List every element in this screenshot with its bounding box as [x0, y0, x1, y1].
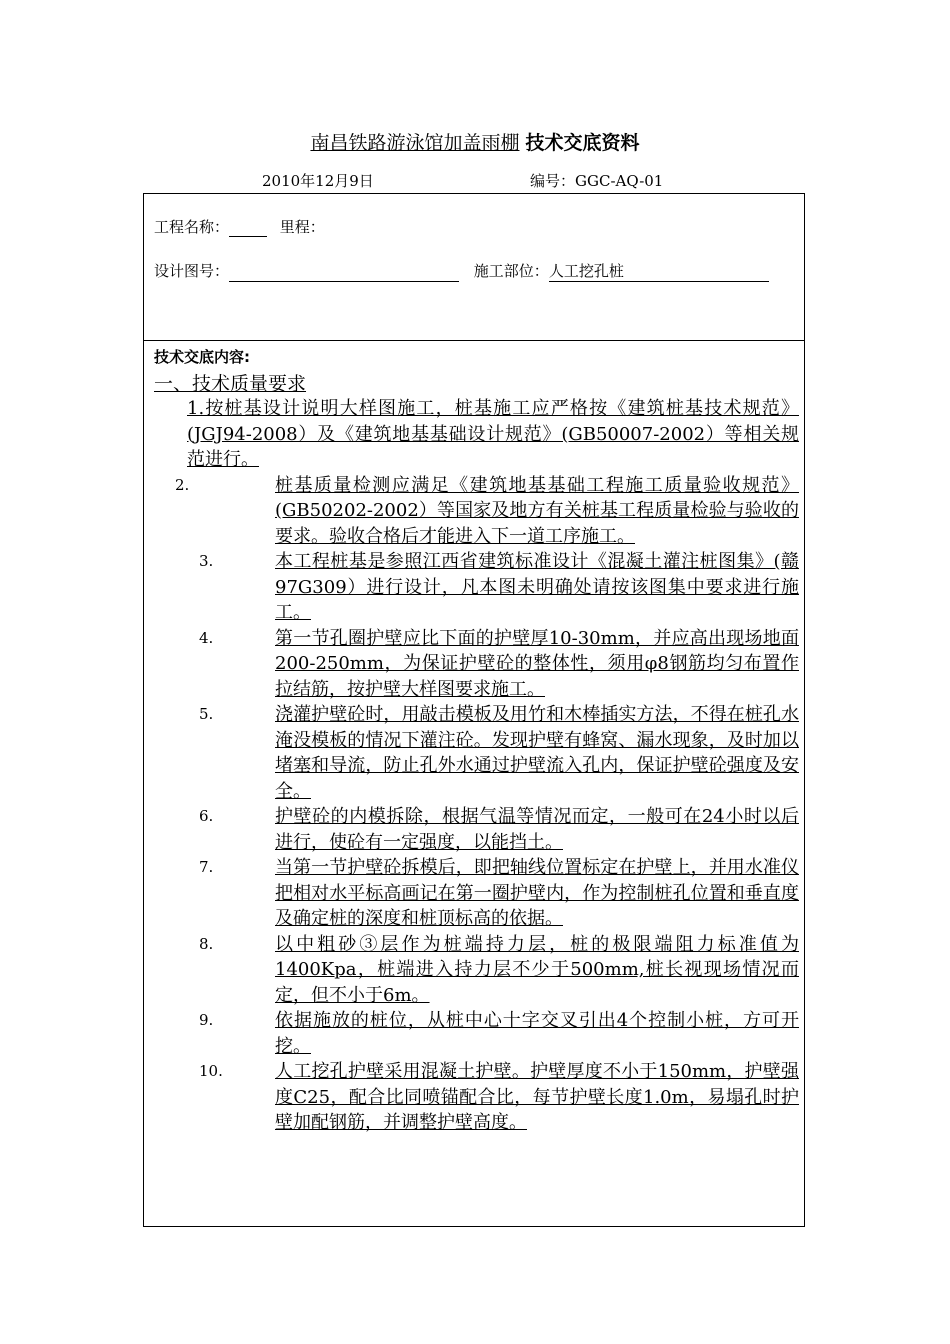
- doc-type-title: 技术交底资料: [525, 132, 640, 154]
- item-text: 依据施放的桩位，从桩中心十字交叉引出4个控制小桩，方可开挖。: [275, 1010, 799, 1057]
- content-area: [154, 346, 800, 1136]
- item-text: 当第一节护壁砼拆模后，即把轴线位置标定在护壁上，并用水准仪把相对水平标高画记在第一圈护壁内，作为控制桩孔位置和垂直度及确定桩的深度和桩顶标高的依据。: [275, 857, 799, 929]
- item-number: 5.: [199, 705, 214, 723]
- drawing-info-row: [154, 260, 769, 282]
- document-title: [0, 128, 950, 155]
- list-item: [199, 549, 799, 626]
- project-name-label: 工程名称：: [154, 218, 230, 236]
- list-item: [175, 473, 799, 550]
- item-text: 护壁砼的内模拆除，根据气温等情况而定，一般可在24小时以后进行，使砼有一定强度，以能挡土。: [275, 806, 799, 853]
- list-item: [199, 626, 799, 703]
- item-text: 1.按桩基设计说明大样图施工，桩基施工应严格按《建筑桩基技术规范》(JGJ94-2008）及《建筑地基基础设计规范》(GB50007-2002）等相关规范进行。: [187, 398, 799, 470]
- list-item: [199, 932, 799, 1009]
- list-item: [199, 804, 799, 855]
- site-value: 人工挖孔桩: [549, 260, 769, 282]
- section-divider: [144, 340, 804, 341]
- item-number: 2.: [175, 475, 190, 494]
- item-number: 7.: [199, 858, 214, 876]
- item-number: 3.: [199, 552, 214, 570]
- item-text: 以中粗砂③层作为桩端持力层，桩的极限端阻力标准值为1400Kpa，桩端进入持力层不少于500mm,桩长视现场情况而定，但不小于6m。: [275, 933, 799, 1006]
- item-text: 浇灌护壁砼时，用敲击模板及用竹和木棒插实方法，不得在桩孔水淹没模板的情况下灌注砼。发现护壁有蜂窝、漏水现象，及时加以堵塞和导流，防止孔外水通过护壁流入孔内，保证护壁砼强度及安全。: [275, 704, 799, 802]
- list-item: [199, 702, 799, 804]
- drawing-no-label: 设计图号：: [154, 262, 230, 280]
- form-box: [143, 193, 805, 1227]
- section-title: 一、技术质量要求: [154, 373, 307, 395]
- list-item: [199, 855, 799, 932]
- mileage-label: 里程：: [279, 218, 325, 236]
- item-number: 8.: [199, 934, 214, 953]
- list-item: [199, 1059, 799, 1136]
- item-text: 桩基质量检测应满足《建筑地基基础工程施工质量验收规范》(GB50202-2002）等国家及地方有关桩基工程质量检验与验收的要求。验收合格后才能进入下一道工序施工。: [275, 474, 799, 547]
- list-item: [187, 396, 799, 473]
- doc-number: 编号：GGC-AQ-01: [530, 172, 664, 190]
- project-name-title: 南昌铁路游泳馆加盖雨棚: [310, 132, 520, 154]
- project-name-blank: [229, 218, 267, 237]
- project-info-row: [154, 216, 325, 237]
- item-text: 人工挖孔护壁采用混凝土护壁。护壁厚度不小于150mm，护壁强度C25，配合比同喷锚配合比，每节护壁长度1.0m，易塌孔时护壁加配钢筋，并调整护壁高度。: [275, 1061, 799, 1133]
- site-label: 施工部位：: [473, 262, 549, 280]
- list-item: [199, 1008, 799, 1059]
- item-number: 9.: [199, 1011, 214, 1029]
- item-text: 本工程桩基是参照江西省建筑标准设计《混凝土灌注桩图集》(赣97G309）进行设计，凡本图未明确处请按该图集中要求进行施工。: [275, 551, 799, 623]
- item-number: 10.: [199, 1062, 223, 1080]
- content-label: 技术交底内容:: [154, 348, 250, 366]
- item-text: 第一节孔圈护壁应比下面的护壁厚10-30mm，并应高出现场地面200-250mm，为保证护壁砼的整体性，须用φ8钢筋均匀布置作拉结筋，按护壁大样图要求施工。: [275, 627, 799, 700]
- item-number: 4.: [199, 628, 214, 647]
- doc-date: 2010年12月9日: [262, 172, 374, 190]
- drawing-no-blank: [229, 263, 459, 282]
- item-number: 6.: [199, 807, 214, 825]
